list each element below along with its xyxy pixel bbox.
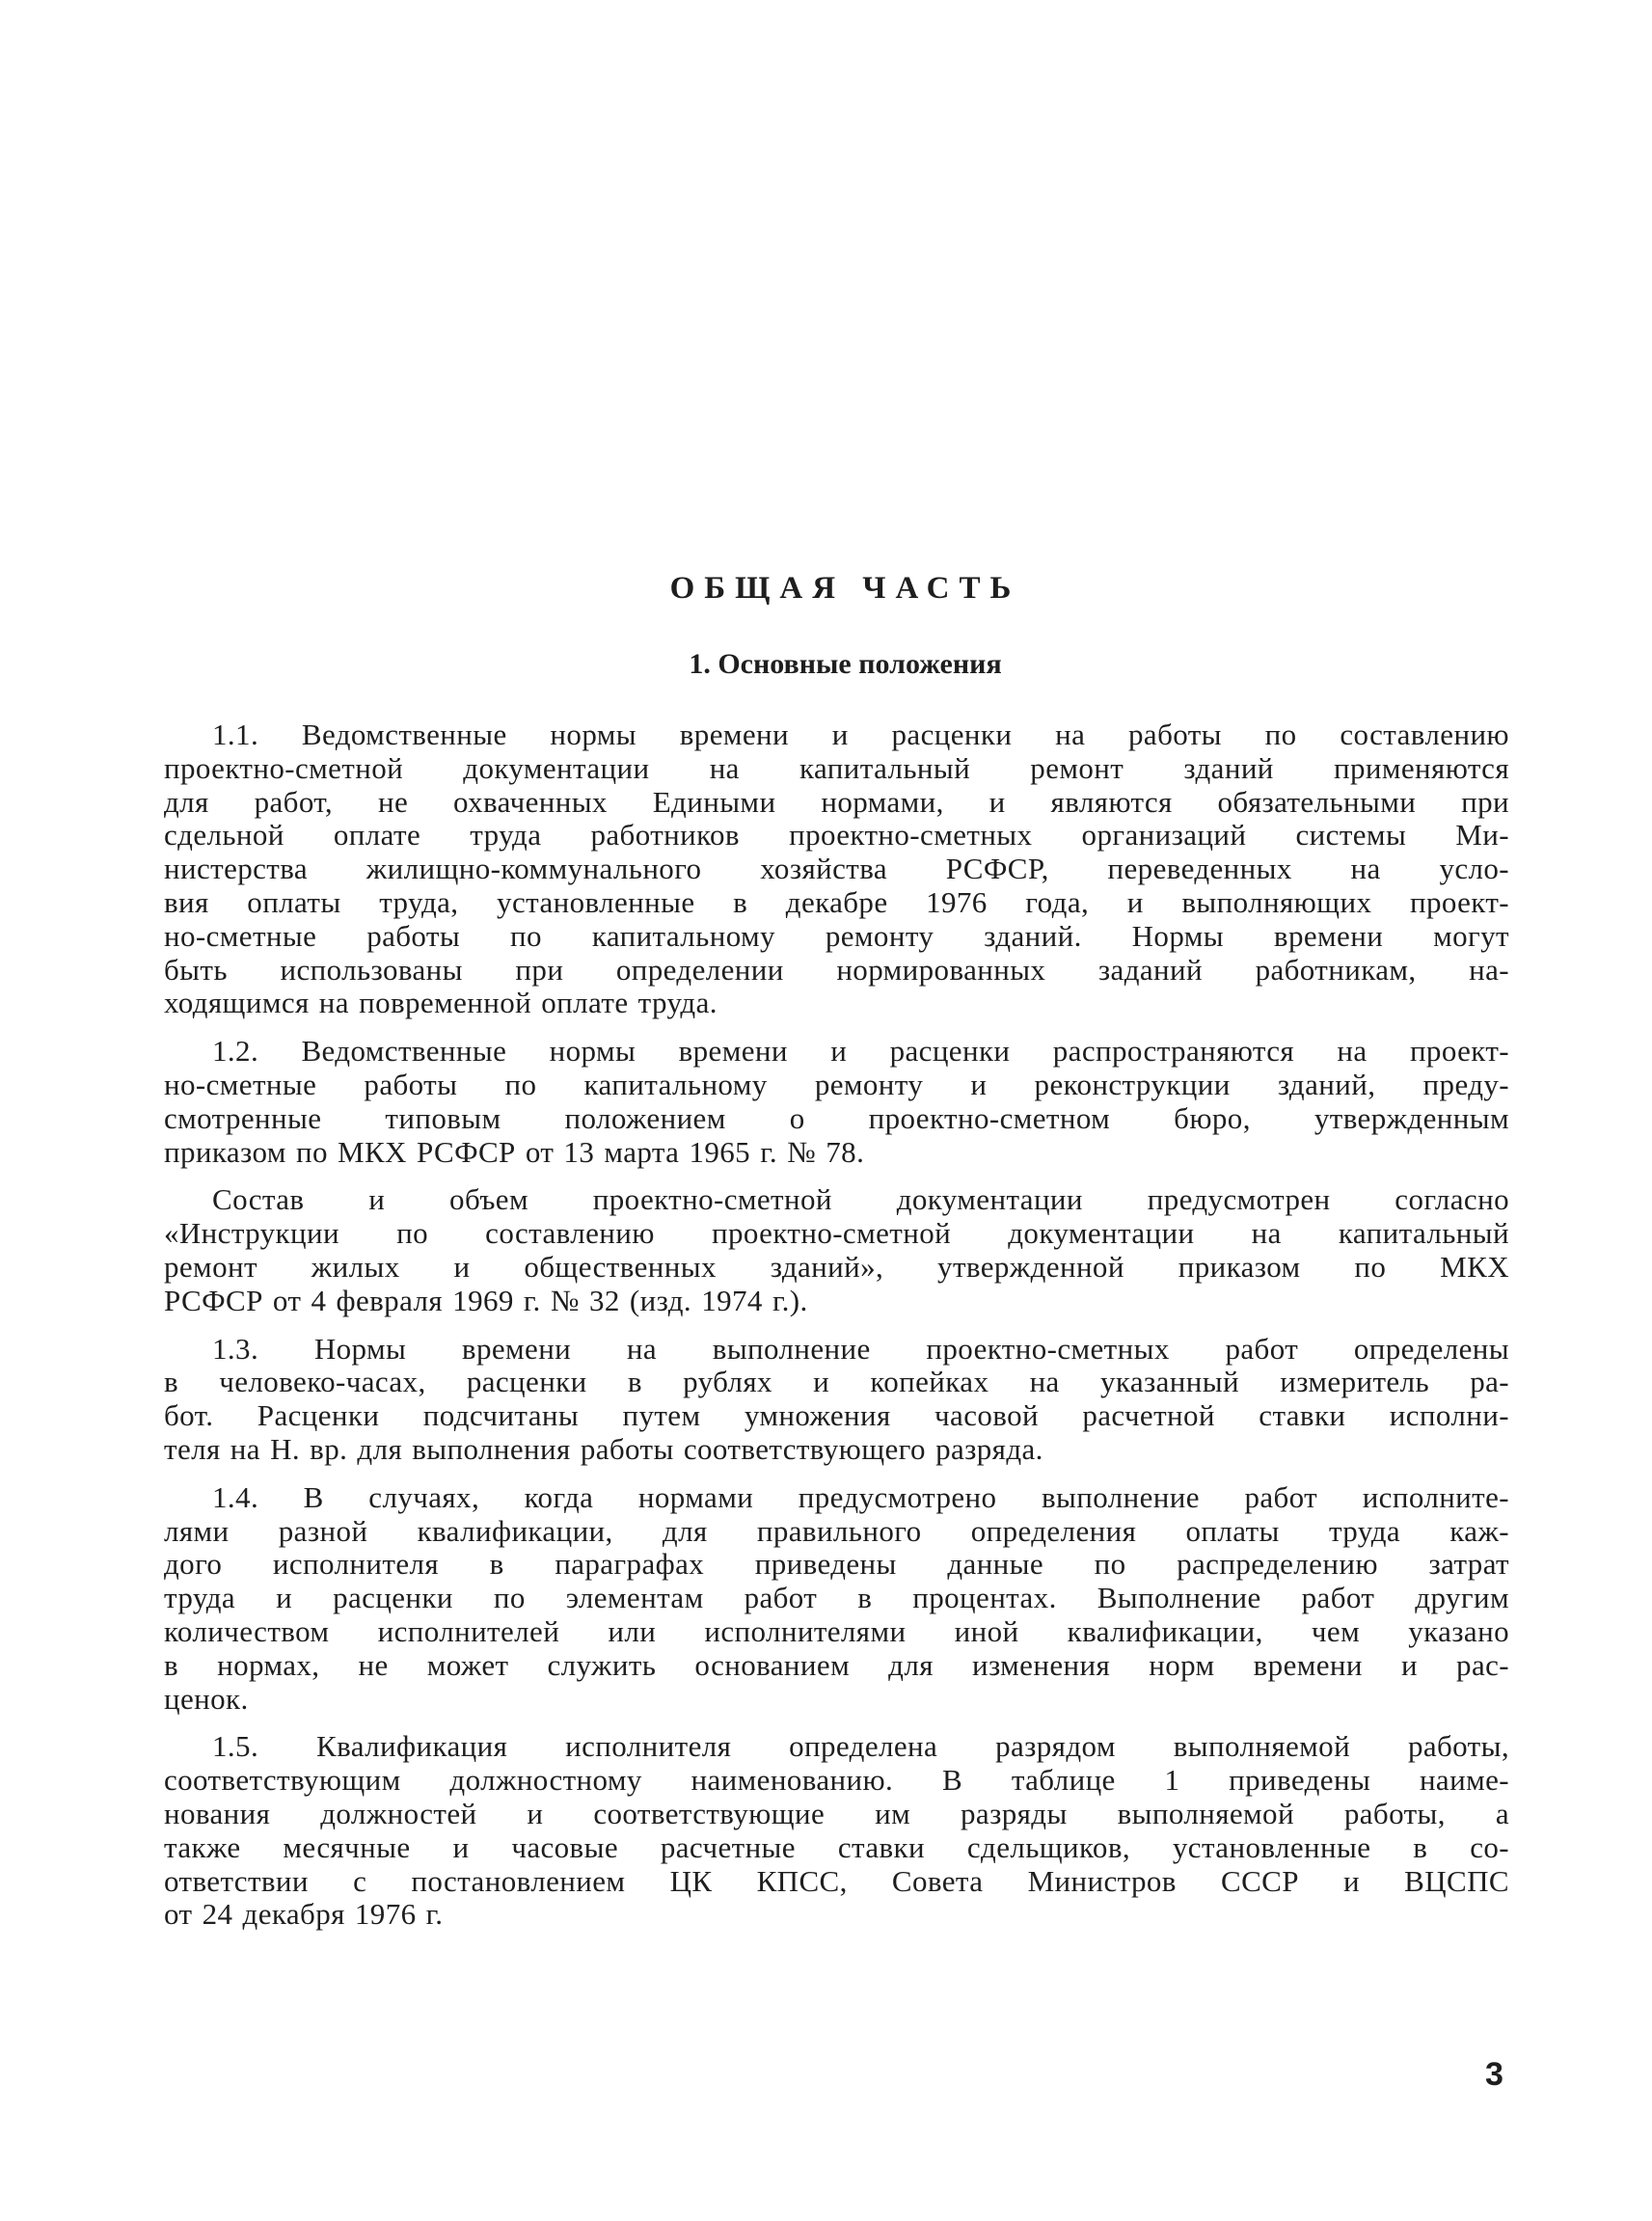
text-line: дого исполнителя в параграфах приведены данные по распределению затрат <box>164 1547 1509 1582</box>
text-line: нования должностей и соответствующие им разряды выполняемой работы, а <box>164 1796 1509 1830</box>
section-heading: 1. Основные положения <box>689 648 1002 680</box>
paragraph <box>164 1333 1509 1467</box>
paragraph <box>164 1730 1509 1932</box>
text-line: Состав и объем проектно-сметной документации предусмотрен согласно <box>212 1182 1509 1217</box>
text-line: смотренные типовым положением о проектно-сметном бюро, утвержденным <box>164 1100 1509 1135</box>
text-line: также месячные и часовые расчетные ставки сдельщиков, установленные в со- <box>164 1829 1509 1864</box>
text-line: от 24 декабря 1976 г. <box>164 1897 444 1932</box>
text-line: проектно-сметной документации на капитальный ремонт зданий применяются <box>164 750 1509 785</box>
page-title: ОБЩАЯ ЧАСТЬ <box>669 571 1021 606</box>
text-line: количеством исполнителей или исполнителями иной квалификации, чем указано <box>164 1613 1509 1648</box>
text-line: 1.4. В случаях, когда нормами предусмотрено выполнение работ исполните- <box>212 1479 1509 1514</box>
page-number: 3 <box>1485 2056 1503 2093</box>
text-line: ходящимся на повременной оплате труда. <box>164 986 718 1020</box>
text-line: 1.5. Квалификация исполнителя определена разрядом выполняемой работы, <box>212 1729 1509 1764</box>
text-line: труда и расценки по элементам работ в процентах. Выполнение работ другим <box>164 1581 1509 1615</box>
paragraph <box>164 718 1509 1020</box>
text-line: бот. Расценки подсчитаны путем умножения часовой расчетной ставки исполни- <box>164 1398 1509 1433</box>
text-line: вия оплаты труда, установленные в декабре 1976 года, и выполняющих проект- <box>164 884 1509 919</box>
text-line: но-сметные работы по капитальному ремонту зданий. Нормы времени могут <box>164 918 1509 953</box>
text-line: «Инструкции по составлению проектно-сметной документации на капитальный <box>164 1216 1509 1251</box>
paragraph <box>164 1183 1509 1317</box>
text-line: 1.3. Нормы времени на выполнение проектно-сметных работ определены <box>212 1331 1509 1366</box>
text-line: быть использованы при определении нормированных заданий работникам, на- <box>164 952 1509 987</box>
text-line: приказом по МКХ РСФСР от 13 марта 1965 г. № 78. <box>164 1134 865 1169</box>
text-line: ответствии с постановлением ЦК КПСС, Совета Министров СССР и ВЦСПС <box>164 1863 1509 1898</box>
text-line: нистерства жилищно-коммунального хозяйства РСФСР, переведенных на усло- <box>164 852 1509 886</box>
paragraph <box>164 1035 1509 1169</box>
text-line: ценок. <box>164 1681 249 1716</box>
text-line: но-сметные работы по капитальному ремонту и реконструкции зданий, преду- <box>164 1067 1509 1101</box>
text-line: для работ, не охваченных Едиными нормами, и являются обязательными при <box>164 784 1509 819</box>
text-line: 1.1. Ведомственные нормы времени и расценки на работы по составлению <box>212 718 1509 751</box>
text-line: 1.2. Ведомственные нормы времени и расценки распространяются на проект- <box>212 1034 1509 1069</box>
text-line: в нормах, не может служить основанием для изменения норм времени и рас- <box>164 1647 1509 1682</box>
paragraph <box>164 1481 1509 1717</box>
text-line: РСФСР от 4 февраля 1969 г. № 32 (изд. 1974 г.). <box>164 1283 808 1317</box>
text-line: лями разной квалификации, для правильного определения оплаты труда каж- <box>164 1513 1509 1548</box>
text-line: ремонт жилых и общественных зданий», утвержденной приказом по МКХ <box>164 1249 1509 1284</box>
text-line: соответствующим должностному наименованию. В таблице 1 приведены наиме- <box>164 1763 1509 1798</box>
text-line: в человеко-часах, расценки в рублях и копейках на указанный измеритель ра- <box>164 1365 1509 1399</box>
text-line: сдельной оплате труда работников проектно-сметных организаций системы Ми- <box>164 818 1509 853</box>
text-line: теля на Н. вр. для выполнения работы соответствующего разряда. <box>164 1431 1043 1466</box>
document-body <box>164 718 1509 1946</box>
